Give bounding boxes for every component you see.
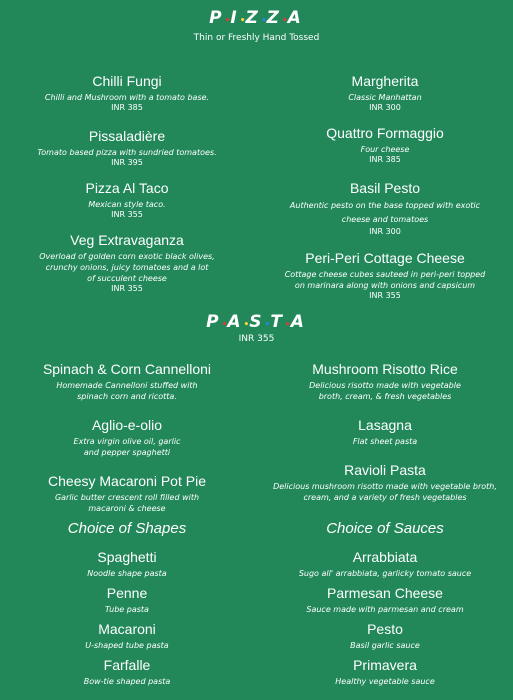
title-dot: • bbox=[224, 16, 231, 26]
menu-item-margherita bbox=[262, 73, 508, 113]
item-name: Peri-Peri Cottage Cheese bbox=[305, 250, 465, 266]
item-name: Veg Extravaganza bbox=[70, 232, 184, 248]
title-dot: • bbox=[284, 320, 291, 330]
pasta-title: P•A•S•T•A bbox=[206, 312, 307, 332]
menu-item-spinach-corn-cannelloni bbox=[4, 361, 250, 402]
menu-item-pissaladiere bbox=[4, 128, 250, 168]
title-dot: • bbox=[243, 320, 250, 330]
item-name: Pizza Al Taco bbox=[85, 180, 169, 196]
title-dot: • bbox=[264, 320, 271, 330]
item-desc-line: macaroni & cheese bbox=[88, 504, 166, 513]
item-desc-line: of succulent cheese bbox=[87, 274, 167, 283]
item-desc: Tomato based pizza with sundried tomatoes. bbox=[37, 148, 217, 157]
menu-item-veg-extravaganza bbox=[4, 232, 250, 294]
item-desc: Basil garlic sauce bbox=[350, 641, 420, 650]
item-desc bbox=[262, 269, 508, 291]
item-name: Penne bbox=[106, 585, 148, 601]
sauce-parmesan-cheese bbox=[262, 585, 508, 615]
title-dot: • bbox=[239, 16, 246, 26]
item-name: Ravioli Pasta bbox=[344, 462, 426, 478]
menu-item-quattro-formaggio bbox=[262, 125, 508, 165]
title-dot: • bbox=[281, 16, 288, 26]
item-name: Aglio-e-olio bbox=[91, 417, 163, 433]
menu-item-pizza-al-taco bbox=[4, 180, 250, 220]
menu-item-aglio-e-olio bbox=[4, 417, 250, 458]
item-desc bbox=[262, 481, 508, 503]
item-desc-line: Delicious risotto made with vegetable bbox=[309, 381, 461, 390]
item-desc: Noodle shape pasta bbox=[87, 569, 167, 578]
item-desc: Sugo all' arrabbiata, garlicky tomato sauce bbox=[298, 569, 472, 578]
menu-item-peri-peri-cottage-cheese bbox=[262, 250, 508, 301]
item-name: Basil Pesto bbox=[349, 180, 421, 196]
pizza-subtitle: Thin or Freshly Hand Tossed bbox=[193, 33, 320, 43]
menu-item-chilli-fungi bbox=[4, 73, 250, 113]
item-desc-line: Extra virgin olive oil, garlic bbox=[73, 437, 181, 446]
item-name: Margherita bbox=[351, 73, 419, 89]
item-price: INR 395 bbox=[111, 158, 143, 167]
pasta-price: INR 355 bbox=[238, 334, 275, 344]
item-name: Farfalle bbox=[103, 657, 151, 673]
item-desc: U-shaped tube pasta bbox=[85, 641, 169, 650]
item-desc-line: broth, cream, & fresh vegetables bbox=[318, 392, 452, 401]
menu-item-basil-pesto bbox=[262, 180, 508, 237]
item-price: INR 355 bbox=[369, 291, 401, 300]
shape-macaroni bbox=[4, 621, 250, 651]
menu-item-cheesy-macaroni-pot-pie bbox=[4, 473, 250, 514]
item-desc-line: Overload of golden corn exotic black olives, bbox=[39, 252, 215, 261]
item-desc-line: and pepper spaghetti bbox=[83, 448, 171, 457]
item-desc: Classic Manhattan bbox=[348, 93, 422, 102]
item-name: Pesto bbox=[367, 621, 403, 637]
item-desc: Mexican style taco. bbox=[88, 200, 166, 209]
shape-penne bbox=[4, 585, 250, 615]
menu-item-mushroom-risotto-rice bbox=[262, 361, 508, 402]
item-desc-line: Cottage cheese cubes sauteed in peri-peri topped bbox=[284, 270, 486, 279]
item-name: Mushroom Risotto Rice bbox=[312, 361, 458, 377]
item-desc bbox=[4, 380, 250, 402]
item-desc: Healthy vegetable sauce bbox=[335, 677, 435, 686]
shape-spaghetti bbox=[4, 549, 250, 579]
item-name: Lasagna bbox=[358, 417, 412, 433]
item-price: INR 355 bbox=[111, 284, 143, 293]
sauces-heading: Choice of Sauces bbox=[326, 520, 444, 537]
item-price: INR 300 bbox=[369, 227, 401, 236]
sauce-primavera bbox=[262, 657, 508, 687]
sauce-pesto bbox=[262, 621, 508, 651]
item-desc bbox=[262, 199, 508, 227]
item-desc: Flat sheet pasta bbox=[352, 437, 418, 446]
item-price: INR 355 bbox=[111, 210, 143, 219]
item-name: Quattro Formaggio bbox=[326, 125, 444, 141]
item-name: Primavera bbox=[353, 657, 417, 673]
item-desc bbox=[262, 380, 508, 402]
item-desc-line: Delicious mushroom risotto made with vegetable broth, bbox=[273, 482, 497, 491]
item-name: Parmesan Cheese bbox=[327, 585, 443, 601]
item-name: Macaroni bbox=[98, 621, 156, 637]
item-desc-line: Homemade Cannelloni stuffed with bbox=[56, 381, 198, 390]
item-name: Cheesy Macaroni Pot Pie bbox=[48, 473, 206, 489]
item-desc: Sauce made with parmesan and cream bbox=[306, 605, 464, 614]
shapes-heading: Choice of Shapes bbox=[67, 520, 187, 537]
shape-farfalle bbox=[4, 657, 250, 687]
item-desc-line: crunchy onions, juicy tomatoes and a lot bbox=[45, 263, 209, 272]
item-desc bbox=[4, 492, 250, 514]
item-name: Spinach & Corn Cannelloni bbox=[42, 361, 212, 377]
title-dot: • bbox=[221, 320, 228, 330]
item-name: Chilli Fungi bbox=[92, 73, 162, 89]
item-desc-line: on marinara along with onions and capsicum bbox=[294, 281, 476, 290]
pizza-title: P•I•Z•Z•A bbox=[209, 8, 304, 28]
item-desc bbox=[4, 251, 250, 284]
item-desc: Chilli and Mushroom with a tomato base. bbox=[44, 93, 210, 102]
item-desc-line: cheese and tomatoes bbox=[341, 215, 429, 224]
item-desc-line: Garlic butter crescent roll filled with bbox=[54, 493, 200, 502]
menu-item-ravioli-pasta bbox=[262, 462, 508, 503]
item-price: INR 385 bbox=[369, 155, 401, 164]
item-name: Spaghetti bbox=[97, 549, 157, 565]
sauce-arrabbiata bbox=[262, 549, 508, 579]
item-name: Pissaladière bbox=[88, 128, 166, 144]
menu-item-lasagna bbox=[262, 417, 508, 447]
item-desc: Four cheese bbox=[360, 145, 410, 154]
item-desc: Tube pasta bbox=[105, 605, 149, 614]
item-desc-line: spinach corn and ricotta. bbox=[77, 392, 177, 401]
item-desc-line: Authentic pesto on the base topped with exotic bbox=[289, 201, 481, 210]
title-dot: • bbox=[260, 16, 267, 26]
item-price: INR 385 bbox=[111, 103, 143, 112]
item-name: Arrabbiata bbox=[352, 549, 418, 565]
item-desc: Bow-tie shaped pasta bbox=[83, 677, 171, 686]
item-desc bbox=[4, 436, 250, 458]
item-desc-line: cream, and a variety of fresh vegetables bbox=[303, 493, 467, 502]
item-price: INR 300 bbox=[369, 103, 401, 112]
